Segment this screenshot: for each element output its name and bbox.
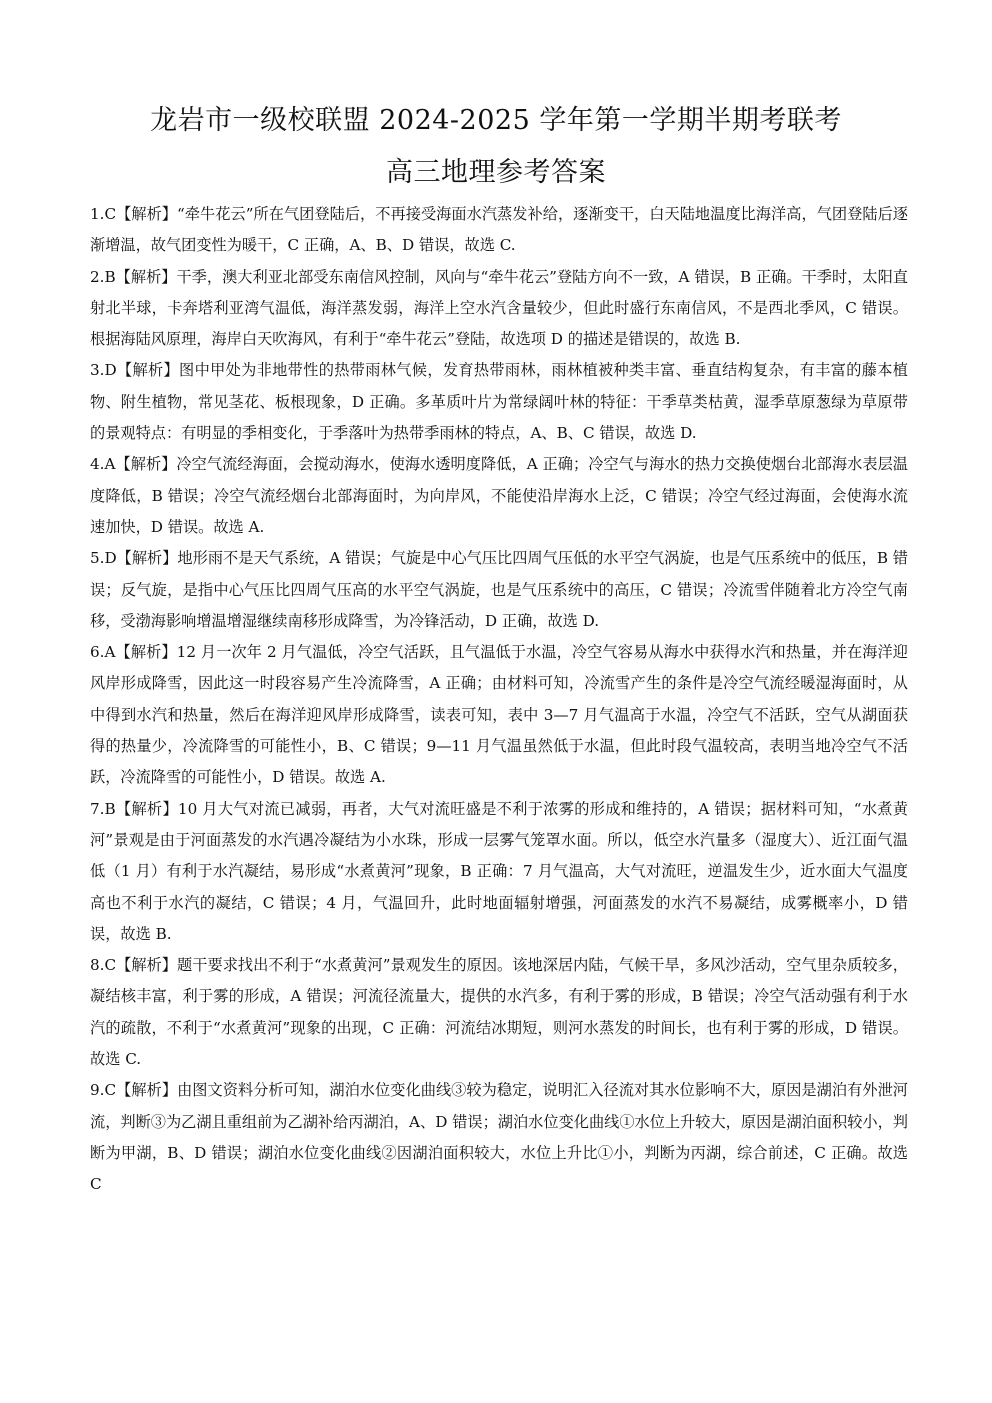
answer-item-8: 8.C【解析】题干要求找出不利于“水煮黄河”景观发生的原因。该地深居内陆，气候干旱，多风沙活动，空气里杂质较多，凝结核丰富，利于雾的形成，A 错误；河流径流量大，提供的水汽多，有利于雾的形成，B 错误；冷空气活动强有利于水汽的疏散，不利于“水煮黄河”现象的出现，C 正确：河流结冰期短，则河水蒸发的时间长，也有利于雾的形成，D 错误。故选 C. <box>90 956 908 1069</box>
document-title: 龙岩市一级校联盟 2024-2025 学年第一学期半期考联考 <box>150 105 842 136</box>
answer-item-7: 7.B【解析】10 月大气对流已减弱，再者，大气对流旺盛是不利于浓雾的形成和维持的，A 错误；据材料可知，“水煮黄河”景观是由于河面蒸发的水汽遇冷凝结为小水珠，形成一层雾气笼罩水面。所以，低空水汽量多（湿度大）、近江面气温低（1 月）有利于水汽凝结，易形成“水煮黄河”现象，B 正确：7 月气温高，大气对流旺，逆温发生少，近水面大气温度高也不利于水汽的凝结，C 错误；4 月，气温回升，此时地面辐射增强，河面蒸发的水汽不易凝结，成雾概率小，D 错误，故选 B. <box>90 799 908 943</box>
answer-item-4: 4.A【解析】冷空气流经海面，会搅动海水，使海水透明度降低，A 正确；冷空气与海水的热力交换使烟台北部海水表层温度降低，B 错误；冷空气流经烟台北部海面时，为向岸风，不能使沿岸海水上泛，C 错误；冷空气经过海面，会使海水流速加快，D 错误。故选 A. <box>90 455 908 536</box>
answer-item-9: 9.C【解析】由图文资料分析可知，湖泊水位变化曲线③较为稳定，说明汇入径流对其水位影响不大，原因是湖泊有外泄河流，判断③为乙湖且重组前为乙湖补给丙湖泊，A、D 错误；湖泊水位变化曲线①水位上升较大，原因是湖泊面积较小，判断为甲湖，B、D 错误；湖泊水位变化曲线②因湖泊面积较大，水位上升比①小，判断为丙湖，综合前述，C 正确。故选 C <box>90 1081 908 1194</box>
document-subtitle: 高三地理参考答案 <box>386 157 606 188</box>
answer-item-1: 1.C【解析】“牵牛花云”所在气团登陆后，不再接受海面水汽蒸发补给，逐渐变干，白天陆地温度比海洋高，气团登陆后逐渐增温，故气团变性为暖干，C 正确，A、B、D 错误，故选 C. <box>90 205 908 255</box>
answer-item-5: 5.D【解析】地形雨不是天气系统，A 错误；气旋是中心气压比四周气压低的水平空气涡旋，也是气压系统中的低压，B 错误；反气旋，是指中心气压比四周气压高的水平空气涡旋，也是气压系统中的高压，C 错误；冷流雪伴随着北方冷空气南移，受渤海影响增温增湿继续南移形成降雪，为冷锋活动，D 正确，故选 D. <box>90 549 908 630</box>
answer-item-6: 6.A【解析】12 月一次年 2 月气温低，冷空气活跃，且气温低于水温，冷空气容易从海水中获得水汽和热量，并在海洋迎风岸形成降雪，因此这一时段容易产生冷流降雪，A 正确；由材料可知，冷流雪产生的条件是冷空气流经暖湿海面时，从中得到水汽和热量，然后在海洋迎风岸形成降雪，读表可知，表中 3—7 月气温高于水温，冷空气不活跃，空气从湖面获得的热量少，冷流降雪的可能性小，B、C 错误；9—11 月气温虽然低于水温，但此时段气温较高，表明当地冷空气不活跃，冷流降雪的可能性小，D 错误。故选 A. <box>90 643 908 787</box>
answer-item-3: 3.D【解析】图中甲处为非地带性的热带雨林气候，发育热带雨林，雨林植被种类丰富、垂直结构复杂，有丰富的藤本植物、附生植物，常见茎花、板根现象，D 正确。多革质叶片为常绿阔叶林的特征：干季草类枯黄，湿季草原葱绿为草原带的景观特点：有明显的季相变化，于季落叶为热带季雨林的特点，A、B、C 错误，故选 D. <box>90 361 908 443</box>
answer-list <box>90 199 908 1201</box>
answer-item-2: 2.B【解析】干季，澳大利亚北部受东南信风控制，风向与“牵牛花云”登陆方向不一致，A 错误，B 正确。干季时，太阳直射北半球，卡奔塔利亚湾气温低，海洋蒸发弱，海洋上空水汽含量较少，但此时盛行东南信风，不是西北季风，C 错误。根据海陆风原理，海岸白天吹海风，有利于“牵牛花云”登陆，故选项 D 的描述是错误的，故选 B. <box>90 267 908 349</box>
